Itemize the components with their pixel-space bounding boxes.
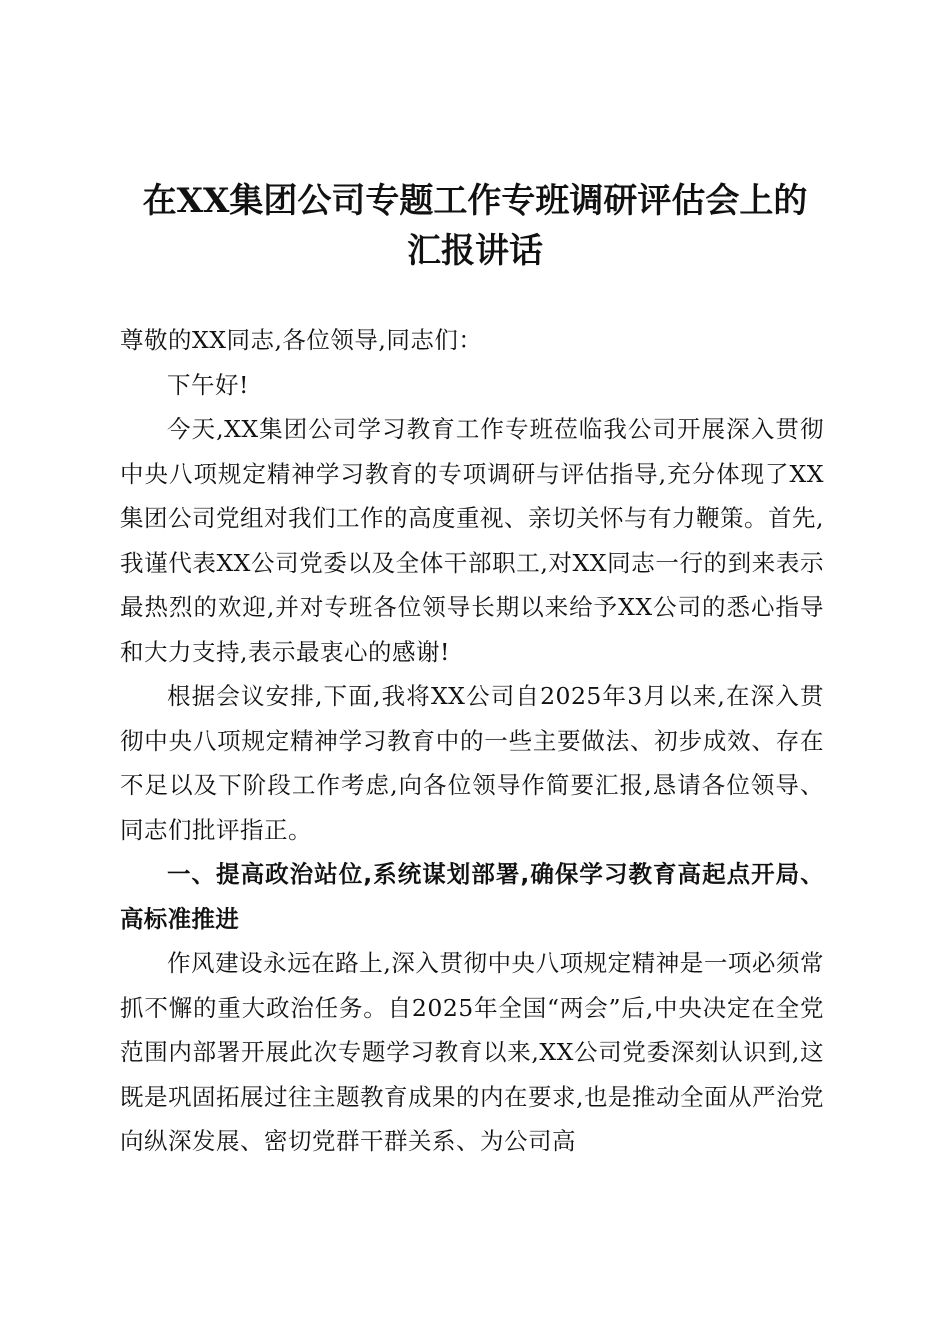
paragraph-1: 今天,XX集团公司学习教育工作专班莅临我公司开展深入贯彻中央八项规定精神学习教育的专项调研与评估指导,充分体现了XX集团公司党组对我们工作的高度重视、亲切关怀与有力鞭策。首先,我谨代表XX公司党委以及全体干部职工,对XX同志一行的到来表示最热烈的欢迎,并对专班各位领导长期以来给予XX公司的悉心指导和大力支持,表示最衷心的感谢! [120, 415, 824, 666]
salutation: 尊敬的XX同志,各位领导,同志们： [120, 326, 483, 354]
greeting: 下午好! [167, 370, 249, 399]
section-heading-1: 一、提高政治站位,系统谋划部署,确保学习教育高起点开局、高标准推进 [120, 860, 824, 933]
paragraph-3: 作风建设永远在路上,深入贯彻中央八项规定精神是一项必须常抓不懈的重大政治任务。自2025年全国“两会”后,中央决定在全党范围内部署开展此次专题学习教育以来,XX公司党委深刻认识到,这既是巩固拓展过往主题教育成果的内在要求,也是推动全面从严治党向纵深发展、密切党群干群关系、为公司高 [120, 949, 824, 1155]
paragraph-2: 根据会议安排,下面,我将XX公司自2025年3月以来,在深入贯彻中央八项规定精神学习教育中的一些主要做法、初步成效、存在不足以及下阶段工作考虑,向各位领导作简要汇报,恳请各位领导、同志们批评指正。 [120, 682, 824, 844]
document-title [100, 176, 850, 276]
title-line-1: 在XX集团公司专题工作专班调研评估会上的 [142, 181, 808, 221]
title-line-2: 汇报讲话 [407, 231, 543, 271]
document-body [120, 318, 824, 1164]
